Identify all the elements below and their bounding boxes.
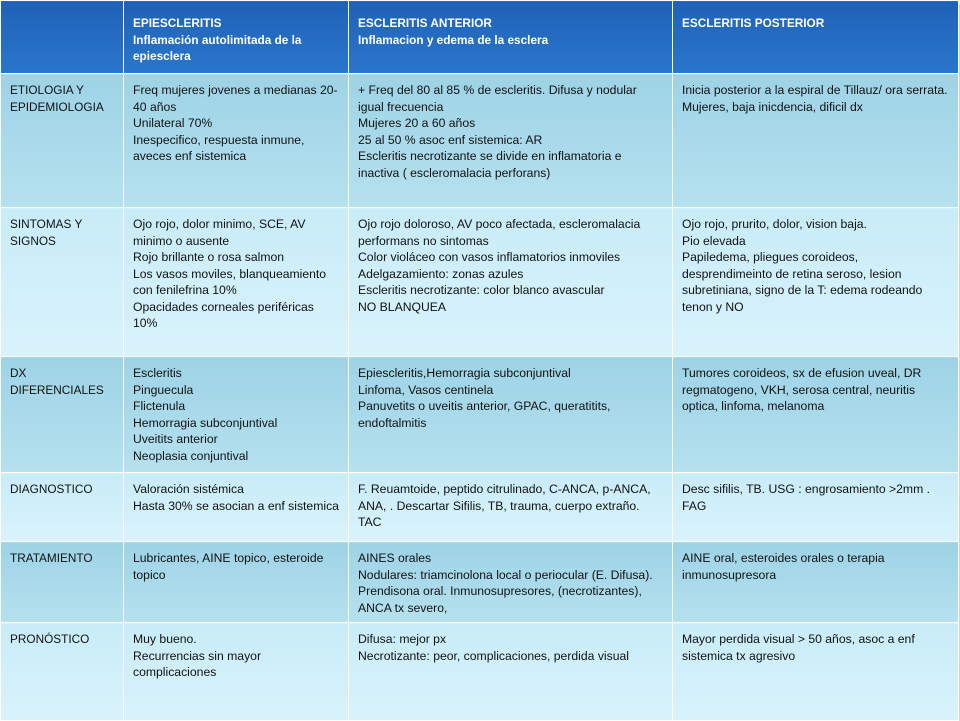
row-pronostico [1,623,959,721]
row-tratamiento [1,542,959,623]
row-label [1,357,124,473]
header-subtitle: Inflamacion y edema de la esclera [358,32,549,47]
cell-line: Flictenula [133,399,186,413]
cell-line: F. Reuamtoide, peptido citrulinado, C-ANCA, p-ANCA, ANA, . Descartar Sifilis, TB, trauma, cuerpo extraño. TAC [358,482,651,529]
cell-line: Epiescleritis,Hemorragia subconjuntival [358,366,571,380]
cell-escleritis-posterior [673,74,959,208]
cell-line: Linfoma, Vasos centinela [358,382,494,397]
cell-line: Inicia posterior a la espiral de Tillauz/ ora serrata. [682,83,948,97]
cell-line: Difusa: mejor px [358,632,447,646]
cell-line: Unilateral 70% [133,116,213,130]
cell-line: Escleritis necrotizante se divide en inflamatoria e inactiva ( escleromalacia perforans) [358,149,622,180]
cell-line: Hemorragia subconjuntival [133,415,278,430]
cell-escleritis-anterior [349,623,673,721]
cell-line: Pinguecula [133,382,194,397]
header-subtitle: Inflamación autolimitada de la epiesclera [133,32,302,63]
cell-line: Ojo rojo, prurito, dolor, vision baja. [682,217,867,231]
cell-line: Uveitits anterior [133,432,218,446]
header-cell-empty [1,1,124,74]
cell-line: Papiledema, pliegues coroideos, desprendimeinto de retina seroso, lesion subretiniana, signo de la T: edema rodeando tenon y NO [682,250,923,314]
cell-line: Escleritis [133,366,182,380]
cell-line: Desc sifilis, TB. USG : engrosamiento >2mm . FAG [682,482,931,513]
cell-line: Muy bueno. [133,632,197,646]
cell-line: Rojo brillante o rosa salmon [133,250,285,264]
cell-line: Panuvetits o uveitis anterior, GPAC, queratitits, endoftalmitis [358,399,611,430]
cell-line: Pio elevada [682,233,746,248]
cell-line: Nodulares: triamcinolona local o periocular (E. Difusa). Prendisona oral. Inmunosupresores, (necrotizantes), ANCA tx severo, [358,567,653,615]
cell-escleritis-anterior [349,74,673,208]
row-label [1,542,124,623]
cell-epiescleritis [124,473,349,542]
cell-escleritis-anterior [349,208,673,357]
cell-line: AINE oral, esteroides orales o terapia inmunosupresora [682,551,885,582]
header-escleritis-anterior [349,1,673,74]
row-etiologia [1,74,959,208]
cell-line: Adelgazamiento: zonas azules [358,266,524,281]
header-title: ESCLERITIS ANTERIOR [358,16,492,30]
header-epiescleritis [124,1,349,74]
cell-escleritis-anterior [349,542,673,623]
row-label [1,208,124,357]
cell-epiescleritis [124,208,349,357]
cell-line: Mayor perdida visual > 50 años, asoc a enf sistemica tx agresivo [682,632,915,663]
header-title: EPIESCLERITIS [133,16,222,30]
cell-line: Recurrencias sin mayor complicaciones [133,648,262,679]
cell-line: Tumores coroideos, sx de efusion uveal, DR regmatogeno, VKH, serosa central, neuritis optica, linfoma, melanoma [682,366,922,413]
cell-line: 25 al 50 % asoc enf sistemica: AR [358,132,543,147]
cell-line: Lubricantes, AINE topico, esteroide topico [133,551,324,582]
cell-line: Opacidades corneales periféricas 10% [133,299,314,330]
row-label-text: ETIOLOGIA Y EPIDEMIOLOGIA [10,83,104,114]
cell-epiescleritis [124,542,349,623]
cell-line: NO BLANQUEA [358,299,447,314]
cell-escleritis-posterior [673,473,959,542]
row-dx-diferenciales [1,357,959,473]
row-label-text: TRATAMIENTO [10,551,93,565]
cell-escleritis-posterior [673,623,959,721]
cell-line: Valoración sistémica [133,482,244,496]
cell-epiescleritis [124,623,349,721]
cell-escleritis-posterior [673,542,959,623]
cell-line: + Freq del 80 al 85 % de escleritis. Difusa y nodular igual frecuencia [358,83,637,114]
cell-line: Ojo rojo, dolor minimo, SCE, AV minimo o ausente [133,217,306,248]
cell-line: Freq mujeres jovenes a medianas 20-40 años [133,83,338,114]
cell-line: Color violáceo con vasos inflamatorios inmoviles [358,250,621,264]
row-label [1,74,124,208]
row-label [1,623,124,721]
row-label-text: PRONÓSTICO [10,632,90,646]
row-diagnostico [1,473,959,542]
cell-escleritis-anterior [349,357,673,473]
header-row [1,1,959,74]
cell-line: Escleritis necrotizante: color blanco avascular [358,283,605,297]
cell-escleritis-posterior [673,208,959,357]
cell-line: Los vasos moviles, blanqueamiento con fenilefrina 10% [133,266,327,297]
cell-line: Hasta 30% se asocian a enf sistemica [133,498,339,513]
row-label-text: DIAGNOSTICO [10,482,93,496]
cell-line: Inespecifico, respuesta inmune, aveces enf sistemica [133,132,305,163]
row-label [1,473,124,542]
header-title: ESCLERITIS POSTERIOR [682,16,825,30]
cell-line: Necrotizante: peor, complicaciones, perdida visual [358,648,629,663]
cell-escleritis-anterior [349,473,673,542]
cell-epiescleritis [124,357,349,473]
cell-line: Neoplasia conjuntival [133,448,249,463]
cell-line: Mujeres, baja inicdencia, dificil dx [682,99,863,114]
cell-escleritis-posterior [673,357,959,473]
row-label-text: DX DIFERENCIALES [10,366,104,397]
row-sintomas [1,208,959,357]
row-label-text: SINTOMAS Y SIGNOS [10,217,83,248]
cell-epiescleritis [124,74,349,208]
cell-line: AINES orales [358,551,432,565]
cell-line: Mujeres 20 a 60 años [358,116,476,130]
cell-line: Ojo rojo doloroso, AV poco afectada, escleromalacia performans no sintomas [358,217,641,248]
header-escleritis-posterior [673,1,959,74]
